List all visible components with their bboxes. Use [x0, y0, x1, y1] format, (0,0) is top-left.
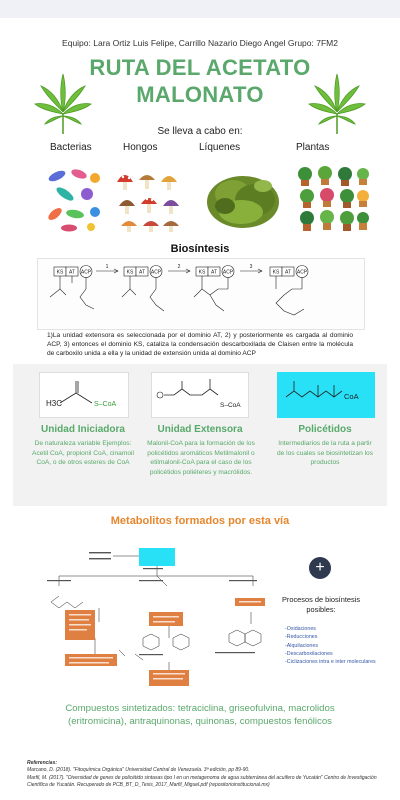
- biosynthesis-title: Biosíntesis: [170, 243, 230, 255]
- scoa-label: S–CoA: [94, 401, 117, 408]
- starter-unit-text: De naturaleza variable Ejemplos: Acetil CoA, propionil CoA, cinamoil CoA, o de otros esteres de CoA: [32, 440, 134, 466]
- extender-unit-title: Unidad Extensora: [157, 424, 243, 435]
- polyketide-structure: [277, 372, 375, 418]
- process-item: -Oxidaciones: [285, 626, 316, 632]
- reference-item: Marfil, M. (2017). "Diversidad de genes de policétido sintasas tipo I en un metagenoma de agua subterránea del acuífero de Yucatán" Centro de Investigación Científica de Yucatán. Recuperado de PCB_BT_D_Tesis_2017_Marfil_Miguel.pdf (repositorioinstitucional.mx): [27, 774, 377, 789]
- expand-plus-button[interactable]: +: [309, 557, 331, 579]
- organism-label-fungi: Hongos: [123, 142, 158, 153]
- starter-unit-title: Unidad Iniciadora: [41, 424, 125, 435]
- polyketide-coa-label: CoA: [344, 392, 359, 401]
- reference-item: Marcano, D. (2018). "Fitoquímica Orgánica" Universidad Central de Venezuela. 3ª edición, pp 89-90.: [27, 767, 250, 774]
- process-item: -Alquilaciones: [285, 642, 318, 649]
- organism-label-lichens: Líquenes: [199, 142, 241, 153]
- process-item: -Reducciones: [285, 634, 318, 641]
- svg-text:AT: AT: [284, 269, 292, 276]
- lichen-image: [203, 164, 283, 234]
- metabolites-pathway-figure: [39, 542, 275, 692]
- biosynthesis-diagram: [37, 258, 365, 330]
- pks-module-3: [194, 266, 234, 312]
- page-title: [83, 54, 317, 108]
- organism-label-plants: Plantas: [296, 142, 330, 153]
- fungi-image: [113, 164, 183, 234]
- step-2-label: 2: [177, 264, 181, 270]
- svg-text:KS: KS: [198, 269, 206, 276]
- extender-unit-text: Malonil-CoA para la formación de los policétidos aromáticos Metilmalonil o etilmalonil-CoA para el caso de los policétidos poliéteres y macrólidos.: [147, 440, 255, 476]
- domain-at-label: AT: [68, 269, 76, 276]
- processes-title: Procesos de biosíntesis posibles:: [281, 595, 361, 614]
- step-1-label: 1: [105, 264, 109, 270]
- svg-text:KS: KS: [272, 269, 280, 276]
- process-item: -Descarboxilaciones: [285, 650, 333, 657]
- organisms-subtitle: Se lleva a cabo en:: [157, 126, 243, 137]
- plants-image: [295, 164, 371, 234]
- processes-list: [285, 625, 377, 666]
- domain-acp-label: ACP: [80, 269, 92, 276]
- starter-unit-structure: [39, 372, 129, 418]
- poster: [13, 18, 387, 788]
- step-3-label: 3: [249, 264, 253, 270]
- pks-module-4: [270, 266, 308, 316]
- extender-unit-structure: [151, 372, 249, 418]
- pks-module-1: [50, 266, 94, 310]
- team-info: Equipo: Lara Ortiz Luis Felipe, Carrillo Nazario Diego Angel Grupo: 7FM2: [62, 38, 338, 48]
- pks-module-2: [122, 266, 164, 312]
- title-line-1: RUTA DEL ACETATO: [89, 55, 311, 80]
- bacteria-image: [45, 164, 105, 234]
- svg-text:ACP: ACP: [222, 269, 234, 276]
- top-strip: [0, 0, 400, 18]
- metabolites-title: Metabolitos formados por esta vía: [110, 515, 290, 527]
- synthesized-compounds: Compuestos sintetizados: tetraciclina, griseofulvina, macrolidos (eritromicina), antraquinonas, quinonas, compuestos fenólicos: [65, 703, 335, 728]
- svg-text:AT: AT: [210, 269, 218, 276]
- svg-text:ACP: ACP: [296, 269, 308, 276]
- svg-text:KS: KS: [126, 269, 134, 276]
- references: [27, 760, 377, 790]
- svg-text:AT: AT: [138, 269, 146, 276]
- domain-ks-label: KS: [56, 269, 64, 276]
- polyketides-text: Intermediarios de la ruta a partir de los cuales se biosintetizan los productos: [276, 440, 374, 466]
- process-item: -Ciclizaciones intra e inter moleculares: [285, 659, 376, 666]
- organism-label-bacteria: Bacterias: [50, 142, 92, 153]
- extender-scoa-label: S–CoA: [220, 402, 241, 409]
- references-title: Referencias:: [27, 760, 58, 766]
- biosynthesis-description: 1)La unidad extensora es seleccionada por el dominio AT, 2) y posteriormente es cargada al dominio ACP, 3) entonces el dominio KS, cataliza la condensación descarboxilada de Claisen entre la molécula de carboxilo unida a ella y la unidad de extensión unida al dominio ACP: [47, 332, 353, 357]
- methyl-label: H3C: [46, 399, 63, 408]
- svg-text:ACP: ACP: [150, 269, 162, 276]
- polyketides-title: Policétidos: [298, 424, 352, 435]
- title-line-2: MALONATO: [136, 82, 264, 107]
